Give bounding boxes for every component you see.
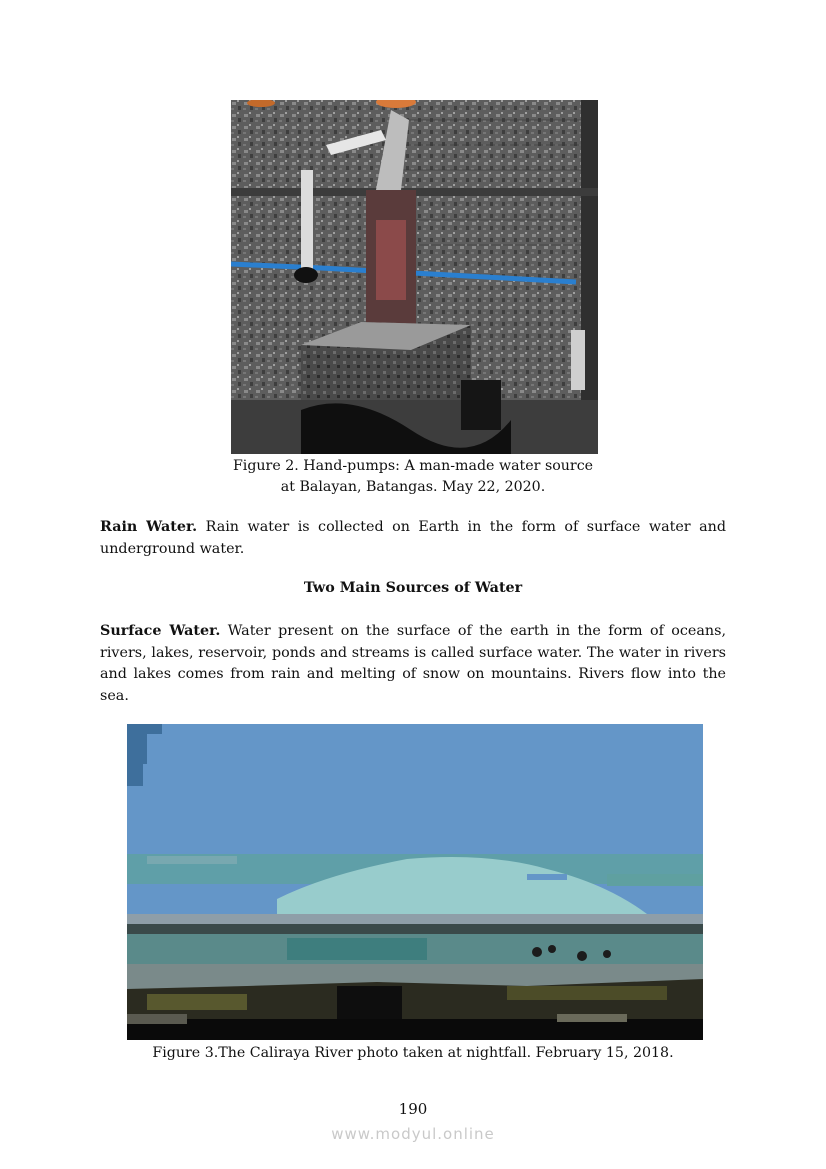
figure-2-caption [0, 456, 826, 498]
surface-water-paragraph [100, 621, 726, 707]
page-number: 190 [398, 1100, 428, 1118]
section-heading: Two Main Sources of Water [303, 580, 523, 596]
figure-2-caption-line-1: Figure 2. Hand-pumps: A man-made water source [232, 458, 594, 474]
river-illustration [127, 724, 703, 1040]
figure-3-caption: Figure 3.The Caliraya River photo taken at nightfall. February 15, 2018. [152, 1045, 674, 1061]
surface-water-text: Water present on the surface of the earth in the form of oceans, rivers, lakes, reservoir, ponds and streams is called surface water. The water in rivers and lakes comes from rain and melting of snow on mountains. Rivers flow into the sea. [100, 623, 726, 704]
surface-water-term: Surface Water. [100, 623, 221, 639]
rain-water-term: Rain Water. [100, 519, 198, 535]
figure-2-caption-line-2: at Balayan, Batangas. May 22, 2020. [280, 479, 546, 495]
rain-water-paragraph [100, 517, 726, 560]
hand-pump-illustration [231, 100, 598, 454]
rain-water-text: Rain water is collected on Earth in the form of surface water and underground water. [100, 519, 726, 557]
caliraya-river-photo [127, 724, 703, 1040]
hand-pump-photo [231, 100, 598, 454]
watermark: www.modyul.online [331, 1125, 495, 1143]
